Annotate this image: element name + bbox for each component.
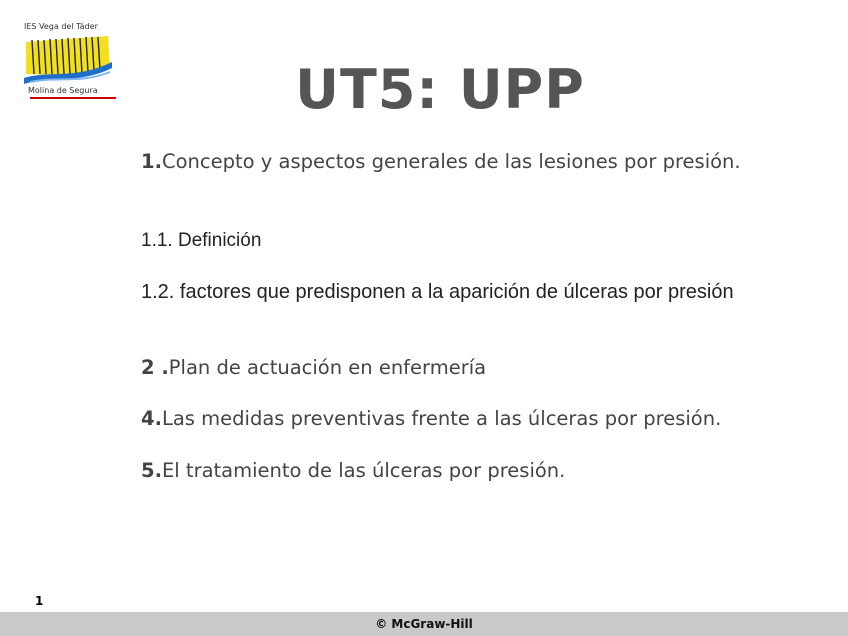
item-number: 5. [141,459,162,482]
copyright-text: © McGraw-Hill [375,617,473,631]
logo-top-text: IES Vega del Táder [24,22,98,31]
item-number: 1. [141,150,162,173]
item-number: 2 . [141,356,169,379]
item-text: Plan de actuación en enfermería [168,356,487,379]
footer-bar [0,612,848,636]
item-text: Las medidas preventivas frente a las úlceras por presión. [161,407,722,430]
item-number: 4. [141,407,162,430]
list-subitem: 1.1. Definición [141,230,262,251]
list-item [141,149,741,174]
slide-title: UT5: UPP [295,58,585,121]
slide-number: 1 [35,594,44,608]
item-text: Concepto y aspectos generales de las lesiones por presión. [161,150,741,173]
list-subitem: 1.2. factores que predisponen a la aparición de úlceras por presión [141,281,734,303]
list-item [141,355,486,380]
list-item [141,406,721,431]
list-item [141,458,565,483]
logo-bottom-text: Molina de Segura [28,86,98,95]
item-text: El tratamiento de las úlceras por presión. [161,459,566,482]
